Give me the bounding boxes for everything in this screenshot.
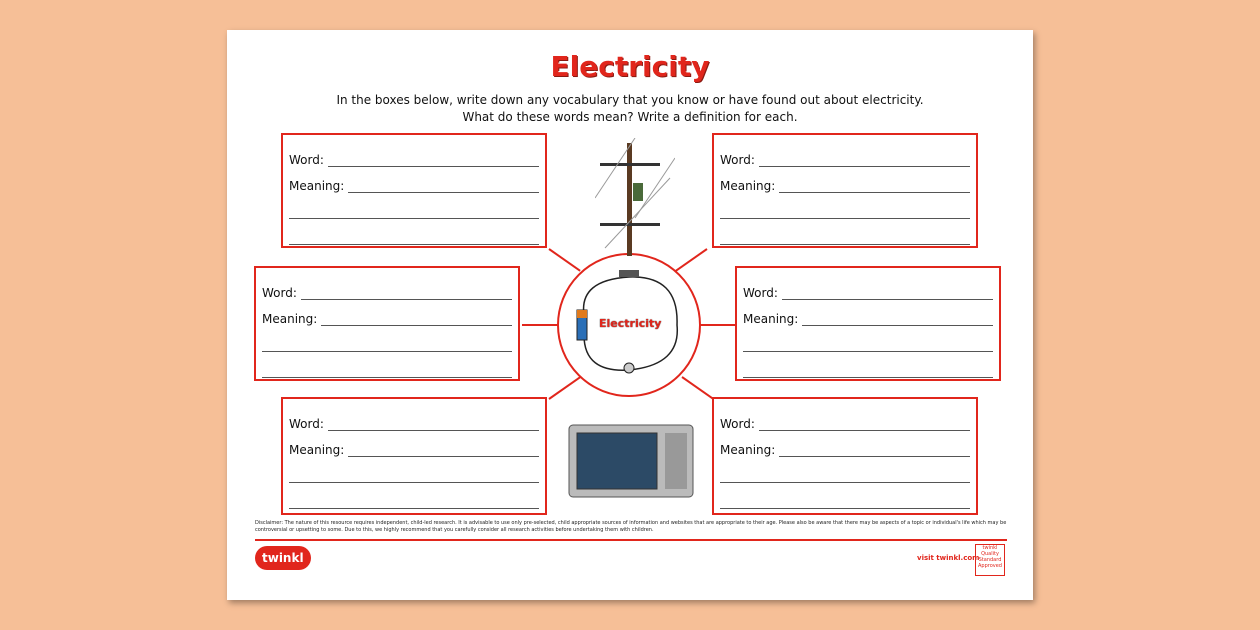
twinkl-logo[interactable]: twinkl [255, 546, 311, 570]
center-label: Electricity [599, 317, 662, 330]
footer-divider [255, 539, 1007, 541]
meaning-line[interactable] [720, 232, 970, 245]
vocab-box: Word: Meaning: [735, 266, 1001, 381]
meaning-line[interactable] [779, 444, 970, 457]
meaning-line[interactable] [743, 339, 993, 352]
word-line[interactable] [759, 418, 970, 431]
instructions: In the boxes below, write down any vocabulary that you know or have found out about electricity. What do these words mean? Write a definition for each. [336, 93, 924, 124]
meaning-line[interactable] [289, 470, 539, 483]
vocab-box: Word: Meaning: [281, 133, 547, 248]
word-line[interactable] [782, 287, 993, 300]
meaning-line[interactable] [289, 232, 539, 245]
meaning-line[interactable] [289, 496, 539, 509]
connector [700, 324, 736, 326]
meaning-line[interactable] [262, 365, 512, 378]
quality-badge: twinkl Quality Standard Approved [975, 544, 1005, 576]
vocab-box: Word: Meaning: [712, 397, 978, 515]
meaning-line[interactable] [262, 339, 512, 352]
connector [522, 324, 558, 326]
visit-link[interactable]: visit twinkl.com [917, 554, 980, 562]
word-line[interactable] [759, 154, 970, 167]
power-pole-image [595, 138, 675, 256]
meaning-line[interactable] [720, 470, 970, 483]
center-circuit-circle [557, 253, 701, 397]
worksheet [227, 30, 1033, 600]
meaning-line[interactable] [348, 180, 539, 193]
meaning-line[interactable] [743, 365, 993, 378]
meaning-line[interactable] [289, 206, 539, 219]
meaning-line[interactable] [720, 206, 970, 219]
vocab-box: Word: Meaning: [712, 133, 978, 248]
meaning-line[interactable] [720, 496, 970, 509]
meaning-line[interactable] [321, 313, 512, 326]
word-line[interactable] [328, 418, 539, 431]
word-line[interactable] [328, 154, 539, 167]
vocab-box: Word: Meaning: [281, 397, 547, 515]
page-title: Electricity [550, 50, 710, 83]
meaning-line[interactable] [348, 444, 539, 457]
meaning-line[interactable] [802, 313, 993, 326]
disclaimer: Disclaimer: The nature of this resource requires independent, child-led research. It is advisable to use only pre-selected, child appropriate sources of information and websites that are appropriate to their age. Please also be aware that there may be aspects of a topic or individual's life which may be controversial or upsetting to some. Due to this, we highly recommend that you carefully consider all research activities before undertaking them with children. [255, 520, 1007, 533]
microwave-image [567, 423, 697, 503]
vocab-box: Word: Meaning: [254, 266, 520, 381]
meaning-line[interactable] [779, 180, 970, 193]
word-line[interactable] [301, 287, 512, 300]
